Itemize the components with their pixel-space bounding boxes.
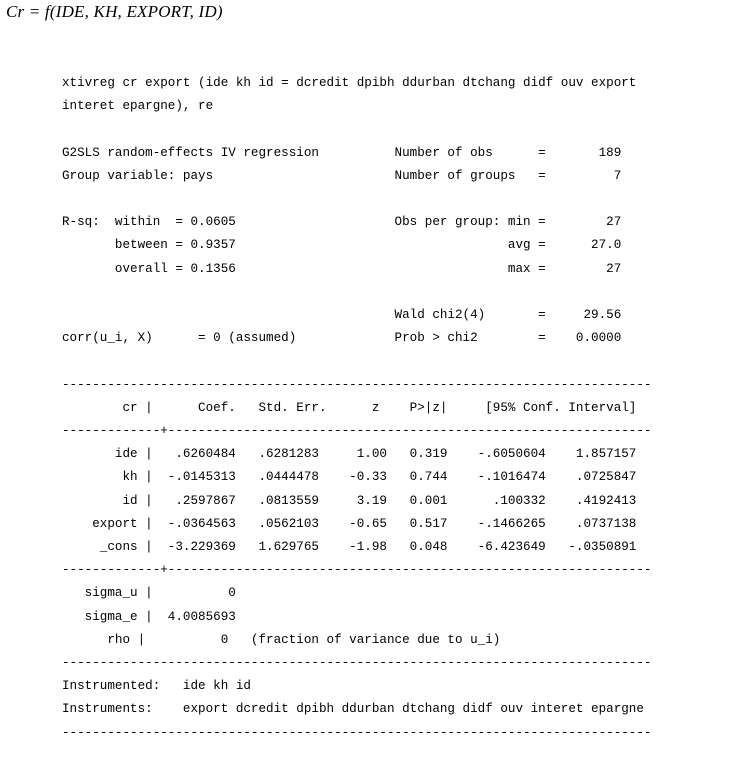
console-line: overall = 0.1356 max = 27 bbox=[62, 261, 622, 276]
console-line: G2SLS random-effects IV regression Number of obs = 189 bbox=[62, 145, 622, 160]
console-line: cr | Coef. Std. Err. z P>|z| [95% Conf. Interval] bbox=[62, 400, 637, 415]
console-line bbox=[62, 281, 651, 304]
console-line: between = 0.9357 avg = 27.0 bbox=[62, 238, 622, 253]
console-line: id | .2597867 .0813559 3.19 0.001 .100332 .4192413 bbox=[62, 493, 637, 508]
console-line: Wald chi2(4) = 29.56 bbox=[62, 307, 622, 322]
console-line: -------------+---------------------------------------------------------------- bbox=[62, 423, 652, 438]
console-line: export | -.0364563 .0562103 -0.65 0.517 -.1466265 .0737138 bbox=[62, 516, 637, 531]
console-line: interet epargne), re bbox=[62, 99, 214, 114]
console-line: ------------------------------------------------------------------------------ bbox=[62, 656, 652, 671]
console-line: ide | .6260484 .6281283 1.00 0.319 -.6050604 1.857157 bbox=[62, 447, 637, 462]
console-line: Instruments: export dcredit dpibh ddurban dtchang didf ouv interet epargne bbox=[62, 702, 644, 717]
console-line: -------------+---------------------------------------------------------------- bbox=[62, 563, 652, 578]
console-line: rho | 0 (fraction of variance due to u_i) bbox=[62, 632, 501, 647]
console-line: ------------------------------------------------------------------------------ bbox=[62, 377, 652, 392]
console-line: ------------------------------------------------------------------------------ bbox=[62, 725, 652, 740]
console-line: sigma_e | 4.0085693 bbox=[62, 609, 236, 624]
console-line: Instrumented: ide kh id bbox=[62, 679, 251, 694]
console-line: R-sq: within = 0.0605 Obs per group: min = 27 bbox=[62, 215, 622, 230]
model-formula: Cr = f(IDE, KH, EXPORT, ID) bbox=[6, 2, 223, 21]
console-line bbox=[62, 188, 651, 211]
stata-console-output bbox=[62, 72, 651, 745]
console-line: kh | -.0145313 .0444478 -0.33 0.744 -.1016474 .0725847 bbox=[62, 470, 637, 485]
console-line: xtivreg cr export (ide kh id = dcredit dpibh ddurban dtchang didf ouv export bbox=[62, 76, 637, 90]
console-line: corr(u_i, X) = 0 (assumed) Prob > chi2 = 0.0000 bbox=[62, 331, 622, 346]
console-line bbox=[62, 350, 651, 373]
console-line: _cons | -3.229369 1.629765 -1.98 0.048 -6.423649 -.0350891 bbox=[62, 540, 637, 554]
console-line: sigma_u | 0 bbox=[62, 586, 236, 601]
console-line: Group variable: pays Number of groups = 7 bbox=[62, 168, 622, 183]
console-line bbox=[62, 118, 651, 141]
